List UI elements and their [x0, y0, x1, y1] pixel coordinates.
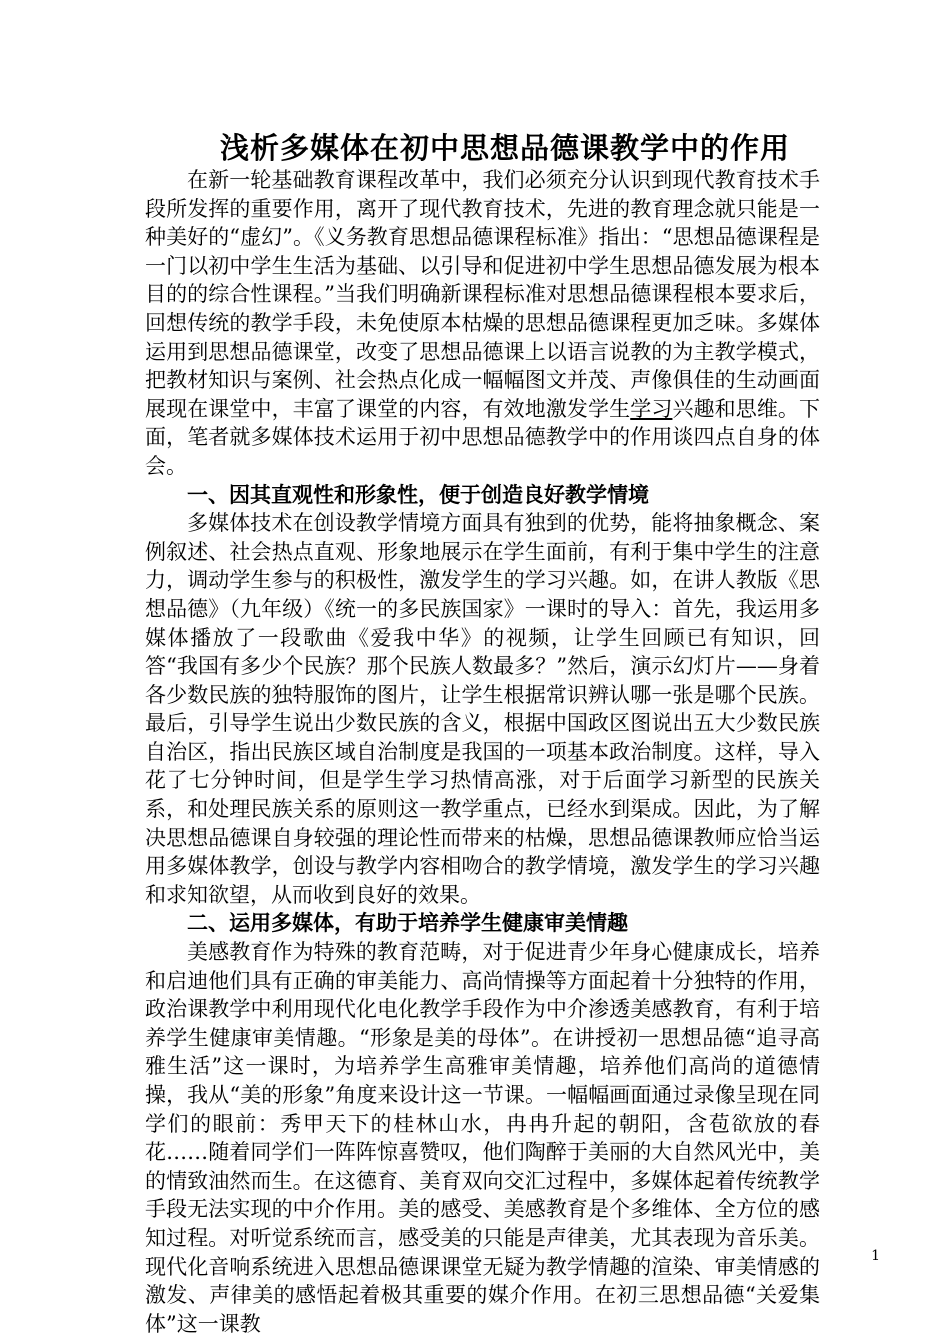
intro-text-after-link: 兴趣和思维。下面，笔者就多媒体技术运用于初中思想品德教学中的作用谈四点自身的体会。 [145, 396, 821, 478]
intro-text-before-link: 在新一轮基础教育课程改革中，我们必须充分认识到现代教育技术手段所发挥的重要作用，离开了现代教育技术，先进的教育理念就只能是一种美好的“虚幻”。《义务教育思想品德课程标准》指出：“思想品德课程是一门以初中学生生活为基础、以引导和促进初中学生思想品德发展为根本目的的综合性课程。”当我们明确新课程标准对思想品德课程根本要求后，回想传统的教学手段，未免使原本枯燥的思想品德课程更加乏味。多媒体运用到思想品德课堂，改变了思想品德课上以语言说教的为主教学模式，把教材知识与案例、社会热点化成一幅幅图文并茂、声像俱佳的生动画面展现在课堂中，丰富了课堂的内容，有效地激发学生 [145, 168, 820, 421]
page-number: 1 [871, 1248, 880, 1264]
intro-paragraph [145, 166, 820, 481]
study-link[interactable]: 学习 [630, 396, 673, 421]
document-title: 浅析多媒体在初中思想品德课教学中的作用 [219, 131, 790, 165]
section-1-paragraph: 多媒体技术在创设教学情境方面具有独到的优势，能将抽象概念、案例叙述、社会热点直观、形象地展示在学生面前，有利于集中学生的注意力，调动学生参与的积极性，激发学生的学习兴趣。如，在讲人教版《思想品德》（九年级）《统一的多民族国家》一课时的导入：首先，我运用多媒体播放了一段歌曲《爱我中华》的视频，让学生回顾已有知识，回答“我国有多少个民族？那个民族人数最多？”然后，演示幻灯片——身着各少数民族的独特服饰的图片，让学生根据常识辨认哪一张是哪个民族。最后，引导学生说出少数民族的含义，根据中国政区图说出五大少数民族自治区，指出民族区域自治制度是我国的一项基本政治制度。这样，导入花了七分钟时间，但是学生学习热情高涨，对于后面学习新型的民族关系，和处理民族关系的原则这一教学重点，已经水到渠成。因此，为了解决思想品德课自身较强的理论性而带来的枯燥，思想品德课教师应恰当运用多媒体教学，创设与教学内容相吻合的教学情境，激发学生的学习兴趣和求知欲望，从而收到良好的效果。 [145, 511, 820, 907]
document-body [145, 166, 820, 1338]
section-2-paragraph: 美感教育作为特殊的教育范畴，对于促进青少年身心健康成长，培养和启迪他们具有正确的审美能力、高尚情操等方面起着十分独特的作用，政治课教学中利用现代化电化教学手段作为中介渗透美感教育，有利于培养学生健康审美情趣。“形象是美的母体”。在讲授初一思想品德“追寻高雅生活”这一课时，为培养学生高雅审美情趣，培养他们高尚的道德情操，我从“美的形象”角度来设计这一节课。一幅幅画面通过录像呈现在同学们的眼前：秀甲天下的桂林山水，冉冉升起的朝阳，含苞欲放的春花……随着同学们一阵阵惊喜赞叹，他们陶醉于美丽的大自然风光中，美的情致油然而生。在这德育、美育双向交汇过程中，多媒体起着传统教学手段无法实现的中介作用。美的感受、美感教育是个多维体、全方位的感知过程。对听觉系统而言，感受美的只能是声律美，尤其表现为音乐美。现代化音响系统进入思想品德课课堂无疑为教学情趣的渲染、审美情感的激发、声律美的感悟起着极其重要的媒介作用。在初三思想品德“关爱集体”这一课教 [145, 940, 820, 1336]
section-1-heading: 一、因其直观性和形象性，便于创造良好教学情境 [187, 481, 649, 507]
section-2-heading: 二、运用多媒体，有助于培养学生健康审美情趣 [187, 910, 628, 936]
